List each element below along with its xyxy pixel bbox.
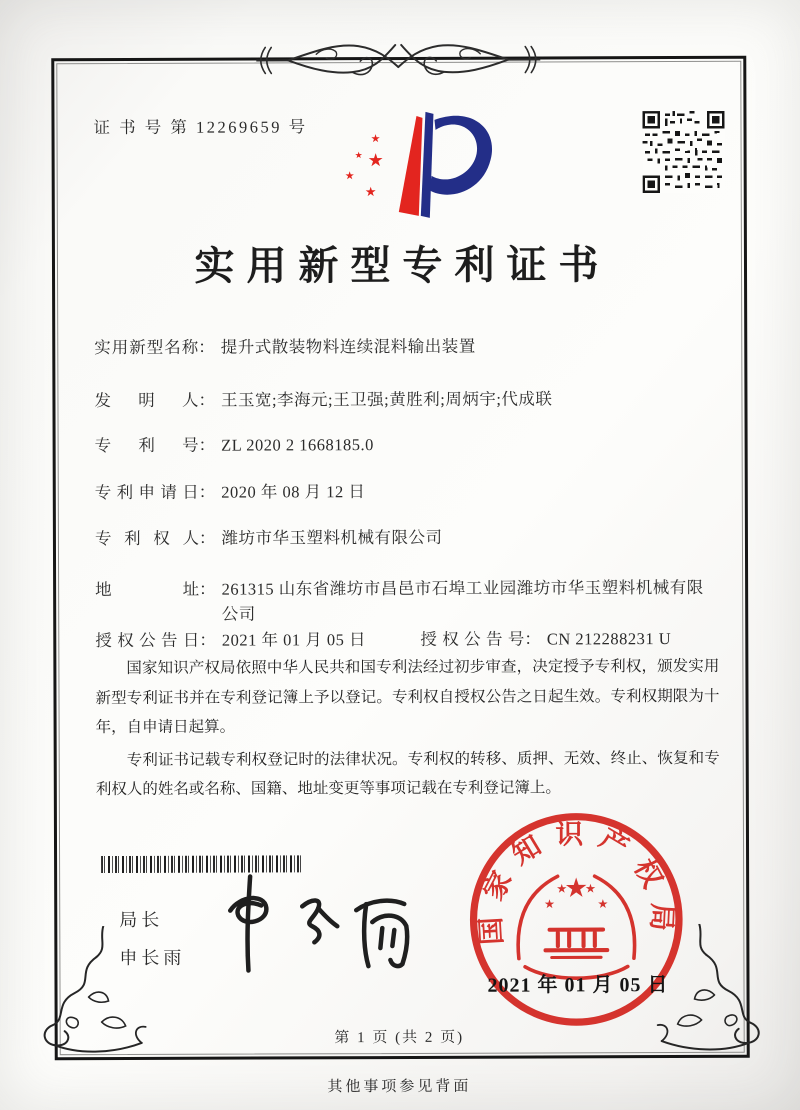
commissioner-title: 局长 [119,909,164,930]
field-value: 2020 年 08 月 12 日 [221,482,366,502]
certificate-number: 证 书 号 第 12269659 号 [93,117,308,138]
field-value: 2021 年 01 月 05 日 [221,630,366,650]
legal-paragraph: 国家知识产权局依照中华人民共和国专利法经过初步审查，决定授予专利权，颁发实用新型专利证书并在专利登记簿上予以登记。专利权自授权公告之日起生效。专利权期限为十年，自申请日起算。 [95,657,720,737]
field-label: 地址 [95,579,200,600]
legal-paragraph: 专利证书记载专利权登记时的法律状况。专利权的转移、质押、无效、终止、恢复和专利权人的姓名或名称、国籍、地址变更等事项记载在专利登记簿上。 [95,749,720,799]
field-colon: ： [199,630,216,650]
logo-star-icon: ★ [364,185,377,201]
field-row-address [95,575,717,627]
logo-blue-stem [420,112,433,218]
seal-star-icon: ★ [543,897,556,912]
field-label: 专利号 [94,435,199,456]
field-label: 专利权人 [94,528,199,549]
official-seal-icon [463,806,690,1033]
field-label: 授权公告号 [420,629,525,649]
seal-star-icon: ★ [564,872,589,904]
seal-star-icon: ★ [597,896,609,912]
commissioner-name: 申长雨 [119,947,186,968]
back-side-note: 其他事项参见背面 [327,1078,472,1096]
logo-red-wedge [398,116,422,216]
qr-code-icon [642,111,724,193]
logo-star-icon: ★ [354,151,363,162]
field-colon: ： [198,435,216,455]
field-label: 专利申请日 [94,482,199,503]
field-colon: ： [524,629,541,649]
field-colon: ： [199,579,216,599]
page-number-info: 第 1 页 (共 2 页) [334,1029,465,1047]
field-label: 实用新型名称 [94,337,199,358]
logo-star-icon: ★ [367,150,384,172]
field-colon: ： [198,528,216,548]
logo-stars [345,132,384,200]
seal-star-icon: ★ [556,881,568,896]
seal-date: 2021 年 01 月 05 日 [487,974,669,997]
field-colon: ： [198,337,215,357]
cnipa-logo-icon [330,104,505,227]
field-row-filing-date [95,478,717,505]
field-colon: ： [198,390,215,410]
logo-blue-p-bowl [428,116,492,195]
grant-date-pair [95,627,420,653]
field-value: 261315 山东省潍坊市昌邑市石埠工业园潍坊市华玉塑料机械有限公司 [221,577,704,624]
field-value: CN 212288231 U [546,629,672,649]
field-row-grant [95,626,717,653]
seal-agency-text: 国家知识产权局 [474,818,679,946]
field-value: 提升式散装物料连续混料输出装置 [220,336,476,357]
field-value: 潍坊市华玉塑料机械有限公司 [221,527,443,548]
field-row-patentee [95,524,717,551]
field-label: 授权公告日 [95,630,200,651]
logo-star-icon: ★ [344,169,355,183]
field-label: 发明人 [94,390,199,411]
handwritten-signature-icon [214,870,414,979]
certificate-title: 实用新型专利证书 [194,242,611,289]
grant-number-pair [420,626,717,652]
logo-star-icon: ★ [370,132,381,146]
legal-text-block [95,652,720,808]
field-value: ZL 2020 2 1668185.0 [221,435,374,455]
field-colon: ： [198,482,216,502]
seal-national-emblem [518,873,635,979]
field-row-patent-number [95,431,717,458]
field-row-inventors [94,386,716,413]
field-row-utility-model-name [94,333,716,360]
top-flourish-ornament-icon [256,32,540,89]
field-value: 王玉宽;李海元;王卫强;黄胜利;周炳宇;代成联 [220,389,553,410]
seal-star-icon: ★ [584,881,597,896]
certificate-fields [94,333,717,653]
